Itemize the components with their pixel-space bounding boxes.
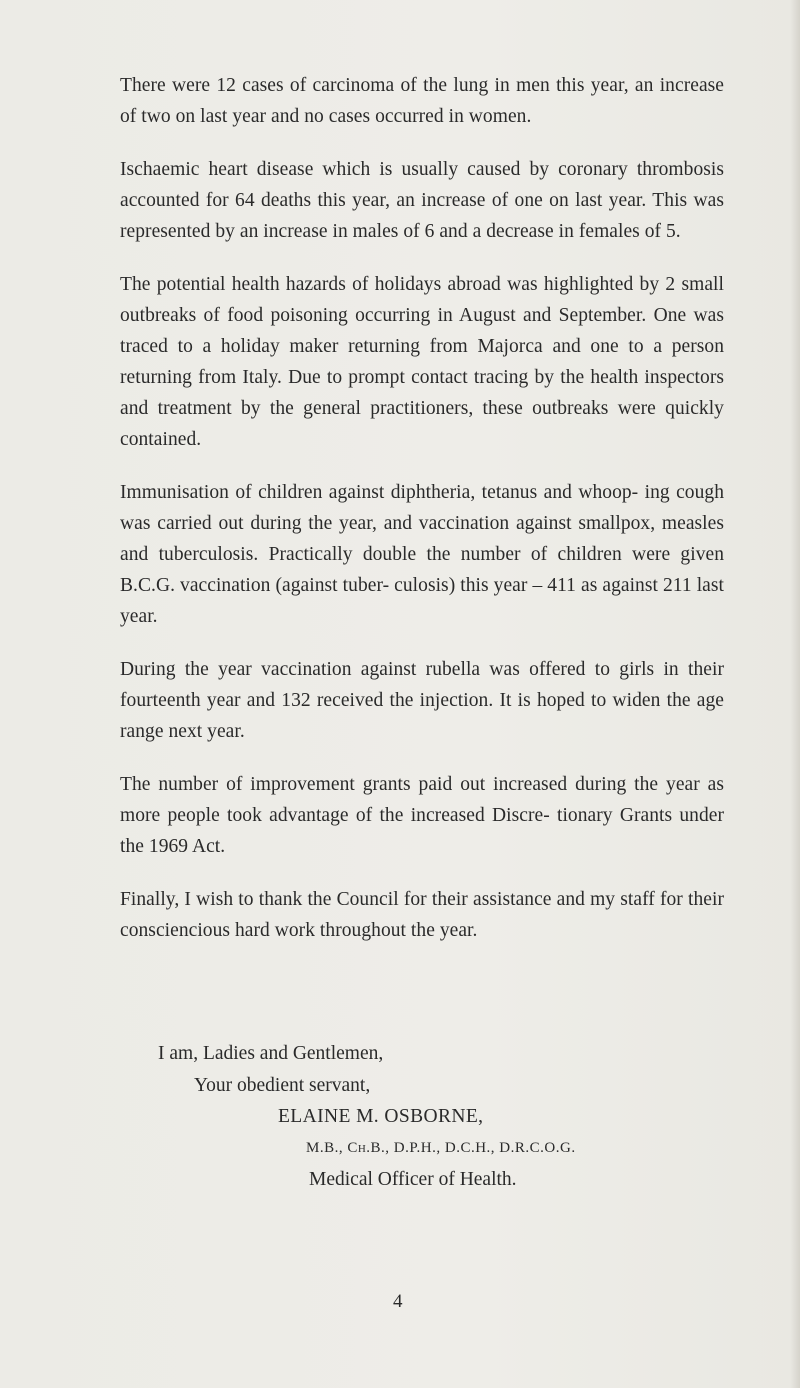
report-body [120,70,724,968]
signatory-degrees: M.B., Ch.B., D.P.H., D.C.H., D.R.C.O.G. [306,1139,576,1156]
letter-closing [120,1038,740,1196]
page-edge-shadow [790,0,800,1388]
paragraph-food-poisoning: The potential health hazards of holidays abroad was highlighted by 2 small outbreaks of food poisoning occurring in August and September. One was traced to a holiday maker returning from Majorca and one to a person returning from Italy. Due to prompt contact tracing by the health inspectors and treatment by the general practitioners, these outbreaks were quickly contained. [120,274,724,450]
paragraph-immunisation: Immunisation of children against diphtheria, tetanus and whoop- ing cough was carried out during the year, and vaccination against smallpox, measles and tuberculosis. Practically double the number of children were given B.C.G. vaccination (against tuber- culosis) this year – 411 as against 211 last year. [120,482,724,627]
paragraph-thanks: Finally, I wish to thank the Council for their assistance and my staff for their consciencious hard work throughout the year. [120,889,724,941]
paragraph-lung-carcinoma: There were 12 cases of carcinoma of the lung in men this year, an increase of two on last year and no cases occurred in women. [120,75,724,127]
closing-salutation: I am, Ladies and Gentlemen, [158,1043,384,1064]
signatory-name: ELAINE M. OSBORNE, [278,1106,484,1127]
signatory-title: Medical Officer of Health. [309,1169,517,1190]
paragraph-heart-disease: Ischaemic heart disease which is usually caused by coronary thrombosis accounted for 64 deaths this year, an increase of one on last year. This was represented by an increase in males of 6 and a decrease in females of 5. [120,159,724,242]
page-number: 4 [393,1291,403,1312]
closing-servant: Your obedient servant, [194,1074,371,1096]
paragraph-improvement-grants: The number of improvement grants paid out increased during the year as more people took advantage of the increased Discre- tionary Grants under the 1969 Act. [120,774,724,857]
paragraph-rubella: During the year vaccination against rubella was offered to girls in their fourteenth year and 132 received the injection. It is hoped to widen the age range next year. [120,659,724,742]
